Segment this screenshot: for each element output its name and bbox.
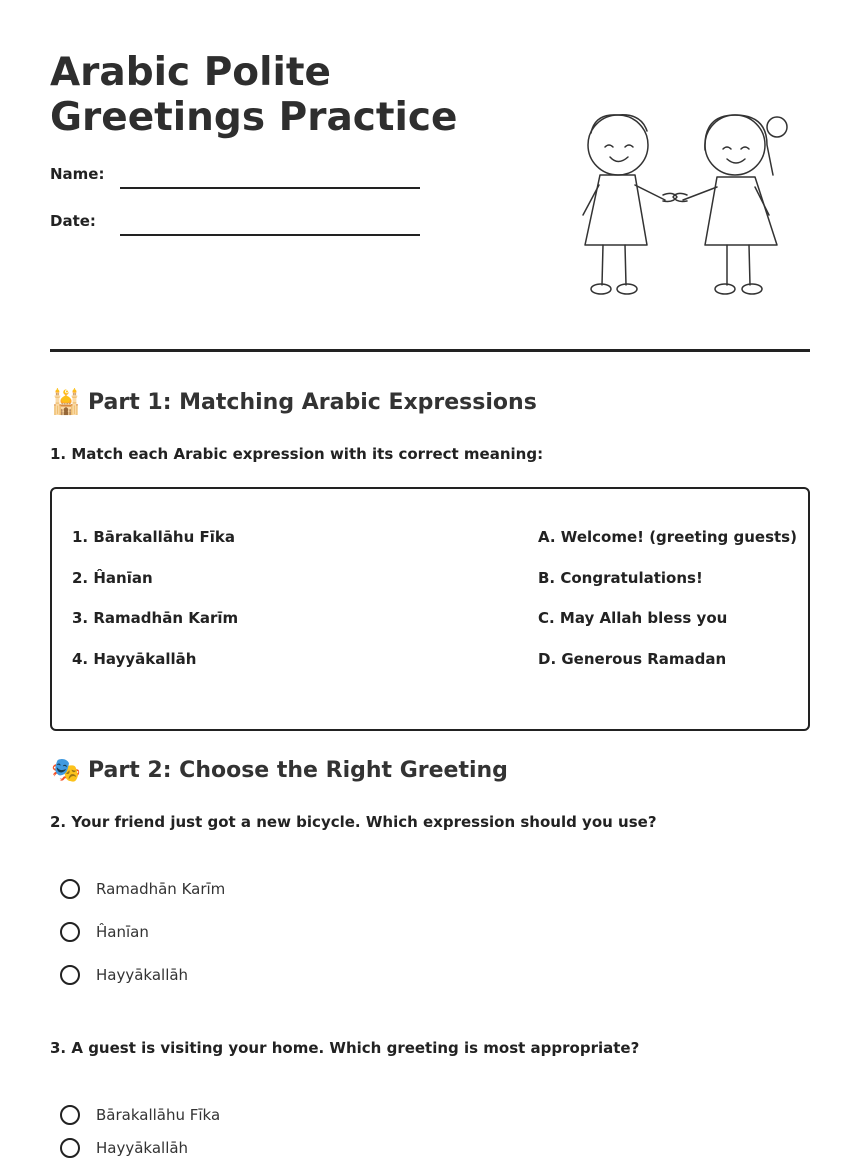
name-field[interactable] bbox=[120, 187, 420, 189]
boy-head bbox=[588, 115, 648, 175]
radio-button[interactable] bbox=[60, 922, 80, 942]
q3-option[interactable] bbox=[60, 1105, 220, 1125]
meaning-item: C. May Allah bless you bbox=[538, 609, 728, 627]
page-title: Arabic Polite Greetings Practice bbox=[50, 50, 458, 140]
expression-item: 4. Hayyākallāh bbox=[72, 649, 197, 668]
radio-button[interactable] bbox=[60, 879, 80, 899]
meanings-column bbox=[538, 527, 797, 689]
question-2: 2. Your friend just got a new bicycle. Which expression should you use? bbox=[50, 813, 657, 831]
q3-option[interactable] bbox=[60, 1138, 188, 1158]
name-label: Name: bbox=[50, 165, 105, 183]
option-label: Ĥanīan bbox=[96, 923, 149, 941]
expressions-column bbox=[72, 527, 238, 689]
q2-option[interactable] bbox=[60, 922, 149, 942]
part1-heading-text: Part 1: Matching Arabic Expressions bbox=[88, 389, 537, 415]
question-3: 3. A guest is visiting your home. Which greeting is most appropriate? bbox=[50, 1039, 640, 1057]
part1-heading bbox=[50, 388, 537, 416]
children-greeting-illustration bbox=[555, 105, 805, 305]
date-label: Date: bbox=[50, 212, 96, 230]
matching-box bbox=[50, 487, 810, 731]
boy-body bbox=[585, 175, 647, 245]
radio-button[interactable] bbox=[60, 1105, 80, 1125]
option-label: Hayyākallāh bbox=[96, 966, 189, 984]
part2-heading-text: Part 2: Choose the Right Greeting bbox=[88, 757, 508, 783]
date-field[interactable] bbox=[120, 234, 420, 236]
theater-masks-icon: 🎭 bbox=[51, 756, 81, 784]
header-divider bbox=[50, 349, 810, 352]
expression-item: 2. Ĥanīan bbox=[72, 568, 153, 587]
radio-button[interactable] bbox=[60, 1138, 80, 1158]
part2-heading bbox=[50, 756, 508, 784]
question-1: 1. Match each Arabic expression with its correct meaning: bbox=[50, 445, 544, 463]
mosque-icon: 🕌 bbox=[51, 388, 81, 416]
meaning-item: B. Congratulations! bbox=[538, 568, 703, 587]
expression-item: 1. Bārakallāhu Fīka bbox=[72, 528, 236, 546]
q2-option[interactable] bbox=[60, 879, 225, 899]
option-label: Ramadhān Karīm bbox=[96, 880, 226, 898]
option-label: Bārakallāhu Fīka bbox=[96, 1106, 221, 1124]
meaning-item: D. Generous Ramadan bbox=[538, 649, 727, 668]
radio-button[interactable] bbox=[60, 965, 80, 985]
q2-option[interactable] bbox=[60, 965, 188, 985]
girl-head bbox=[705, 115, 765, 175]
meaning-item: A. Welcome! (greeting guests) bbox=[538, 528, 797, 546]
option-label: Hayyākallāh bbox=[96, 1139, 189, 1157]
expression-item: 3. Ramadhān Karīm bbox=[72, 609, 239, 627]
